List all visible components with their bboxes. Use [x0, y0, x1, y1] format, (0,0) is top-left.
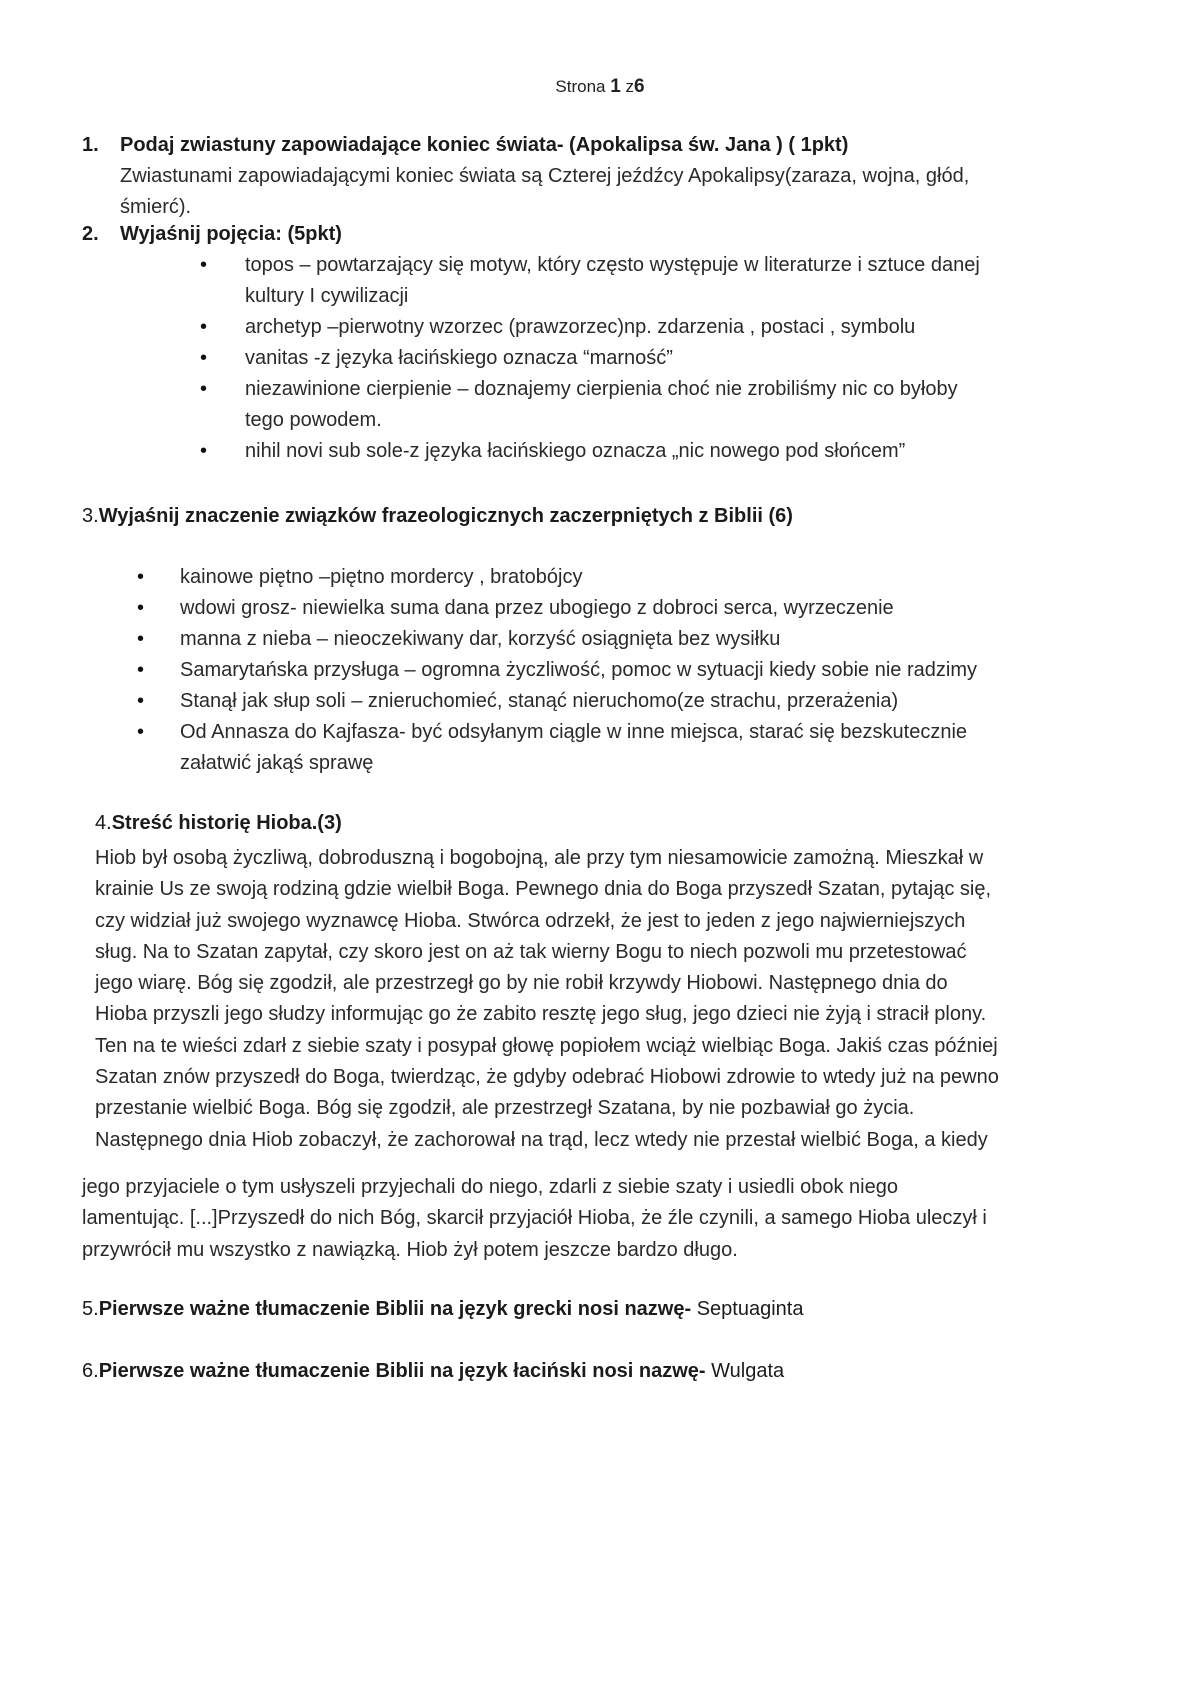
page-total: 6 — [634, 76, 645, 97]
question-3-heading — [82, 505, 793, 528]
bullet-icon: • — [200, 347, 208, 369]
question-4-heading — [95, 812, 342, 835]
question-2-number: 2. — [82, 223, 99, 245]
question-1-answer — [120, 161, 1120, 223]
list-item: • vanitas -z języka łacińskiego oznacza “marność” — [245, 343, 1125, 374]
list-item: • kainowe piętno –piętno mordercy , bratobójcy — [180, 562, 1125, 593]
list-item: • Samarytańska przysługa – ogromna życzliwość, pomoc w sytuacji kiedy sobie nie radzimy — [180, 655, 1125, 686]
question-2-title: Wyjaśnij pojęcia: (5pkt) — [120, 223, 342, 245]
question-3-number: 3. — [82, 505, 99, 527]
page-sep: z — [625, 77, 635, 96]
question-4-number: 4. — [95, 812, 112, 834]
list-item: • archetyp –pierwotny wzorzec (prawzorzec)np. zdarzenia , postaci , symbolu — [245, 312, 1125, 343]
bullet-icon: • — [137, 690, 145, 712]
question-4-paragraph-bottom: jego przyjaciele o tym usłyszeli przyjechali do niego, zdarli z siebie szaty i usiedli obok niego lamentując. [...]Przyszedł do nich Bóg, skarcił przyjaciół Hioba, że źle czynili, a samego Hioba uleczył i przywrócił mu wszystko z nawiązką. Hiob żył potem jeszcze bardzo długo. — [82, 1176, 987, 1261]
answer-line: Zwiastunami zapowiadającymi koniec świata są Czterej jeźdźcy Apokalipsy(zaraza, wojna, głód, — [120, 165, 970, 187]
page-current: 1 — [610, 76, 621, 97]
list-item: • nihil novi sub sole-z języka łacińskiego oznacza „nic nowego pod słońcem” — [245, 436, 1125, 467]
question-1-title: Podaj zwiastuny zapowiadające koniec świata- (Apokalipsa św. Jana ) ( 1pkt) — [120, 134, 849, 156]
page-label: Strona — [555, 77, 606, 96]
question-3-title: Wyjaśnij znaczenie związków frazeologicznych zaczerpniętych z Biblii (6) — [98, 505, 793, 527]
bullet-icon: • — [200, 254, 208, 276]
question-6-title: Pierwsze ważne tłumaczenie Biblii na język łaciński nosi nazwę- — [98, 1360, 706, 1382]
bullet-icon: • — [200, 440, 208, 462]
question-3-list — [137, 562, 1125, 779]
question-6-answer: Wulgata — [711, 1360, 785, 1382]
bullet-icon: • — [137, 566, 145, 588]
answer-line: śmierć). — [120, 196, 192, 218]
list-item: • niezawinione cierpienie – doznajemy cierpienia choć nie zrobiliśmy nic co byłoby tego powodem. — [245, 374, 1125, 436]
bullet-icon: • — [137, 628, 145, 650]
list-item: • topos – powtarzający się motyw, który często występuje w literaturze i sztuce danej kultury I cywilizacji — [245, 250, 1125, 312]
bullet-icon: • — [137, 721, 145, 743]
question-4-title: Streść historię Hioba.(3) — [111, 812, 342, 834]
list-item: • manna z nieba – nieoczekiwany dar, korzyść osiągnięta bez wysiłku — [180, 624, 1125, 655]
page-header — [0, 76, 1200, 98]
question-5-title: Pierwsze ważne tłumaczenie Biblii na język grecki nosi nazwę- — [98, 1298, 692, 1320]
bullet-icon: • — [137, 597, 145, 619]
bullet-icon: • — [200, 378, 208, 400]
bullet-icon: • — [137, 659, 145, 681]
question-1-number: 1. — [82, 134, 99, 156]
list-item: • Stanął jak słup soli – znieruchomieć, stanąć nieruchomo(ze strachu, przerażenia) — [180, 686, 1125, 717]
question-5-answer: Septuaginta — [696, 1298, 804, 1320]
question-4-paragraph-top: Hiob był osobą życzliwą, dobroduszną i bogobojną, ale przy tym niesamowicie zamożną. Mieszkał w krainie Us ze swoją rodziną gdzie wielbił Boga. Pewnego dnia do Boga przyszedł Szatan, pytając się, czy widział już swojego wyznawcę Hioba. Stwórca odrzekł, że jest to jeden z jego najwierniejszych sług. Na to Szatan zapytał, czy skoro jest on aż tak wierny Bogu to niech pozwoli mu przetestować jego wiarę. Bóg się zgodził, ale przestrzegł go by nie robił krzywdy Hiobowi. Następnego dnia do Hioba przyszli jego słudzy informując go że zabito resztę jego sług, jego dzieci nie żyją i stracił plony. Ten na te wieści zdarł z siebie szaty i posypał głowę popiołem wciąż wielbiąc Boga. Jakiś czas później Szatan znów przyszedł do Boga, twierdząc, że gdyby odebrać Hiobowi zdrowie to wtedy już na pewno przestanie wielbić Boga. Bóg się zgodził, ale przestrzegł Szatana, by nie pozbawiał go życia. Następnego dnia Hiob zobaczył, że zachorował na trąd, lecz wtedy nie przestał wielbić Boga, a kiedy — [95, 847, 999, 1151]
question-5-number: 5. — [82, 1298, 99, 1320]
question-6-number: 6. — [82, 1360, 99, 1382]
question-2-list — [200, 250, 1125, 467]
list-item: • wdowi grosz- niewielka suma dana przez ubogiego z dobroci serca, wyrzeczenie — [180, 593, 1125, 624]
list-item: • Od Annasza do Kajfasza- być odsyłanym ciągle w inne miejsca, starać się bezskutecznie załatwić jakąś sprawę — [180, 717, 1125, 779]
question-5 — [82, 1298, 803, 1321]
bullet-icon: • — [200, 316, 208, 338]
question-6 — [82, 1360, 784, 1383]
